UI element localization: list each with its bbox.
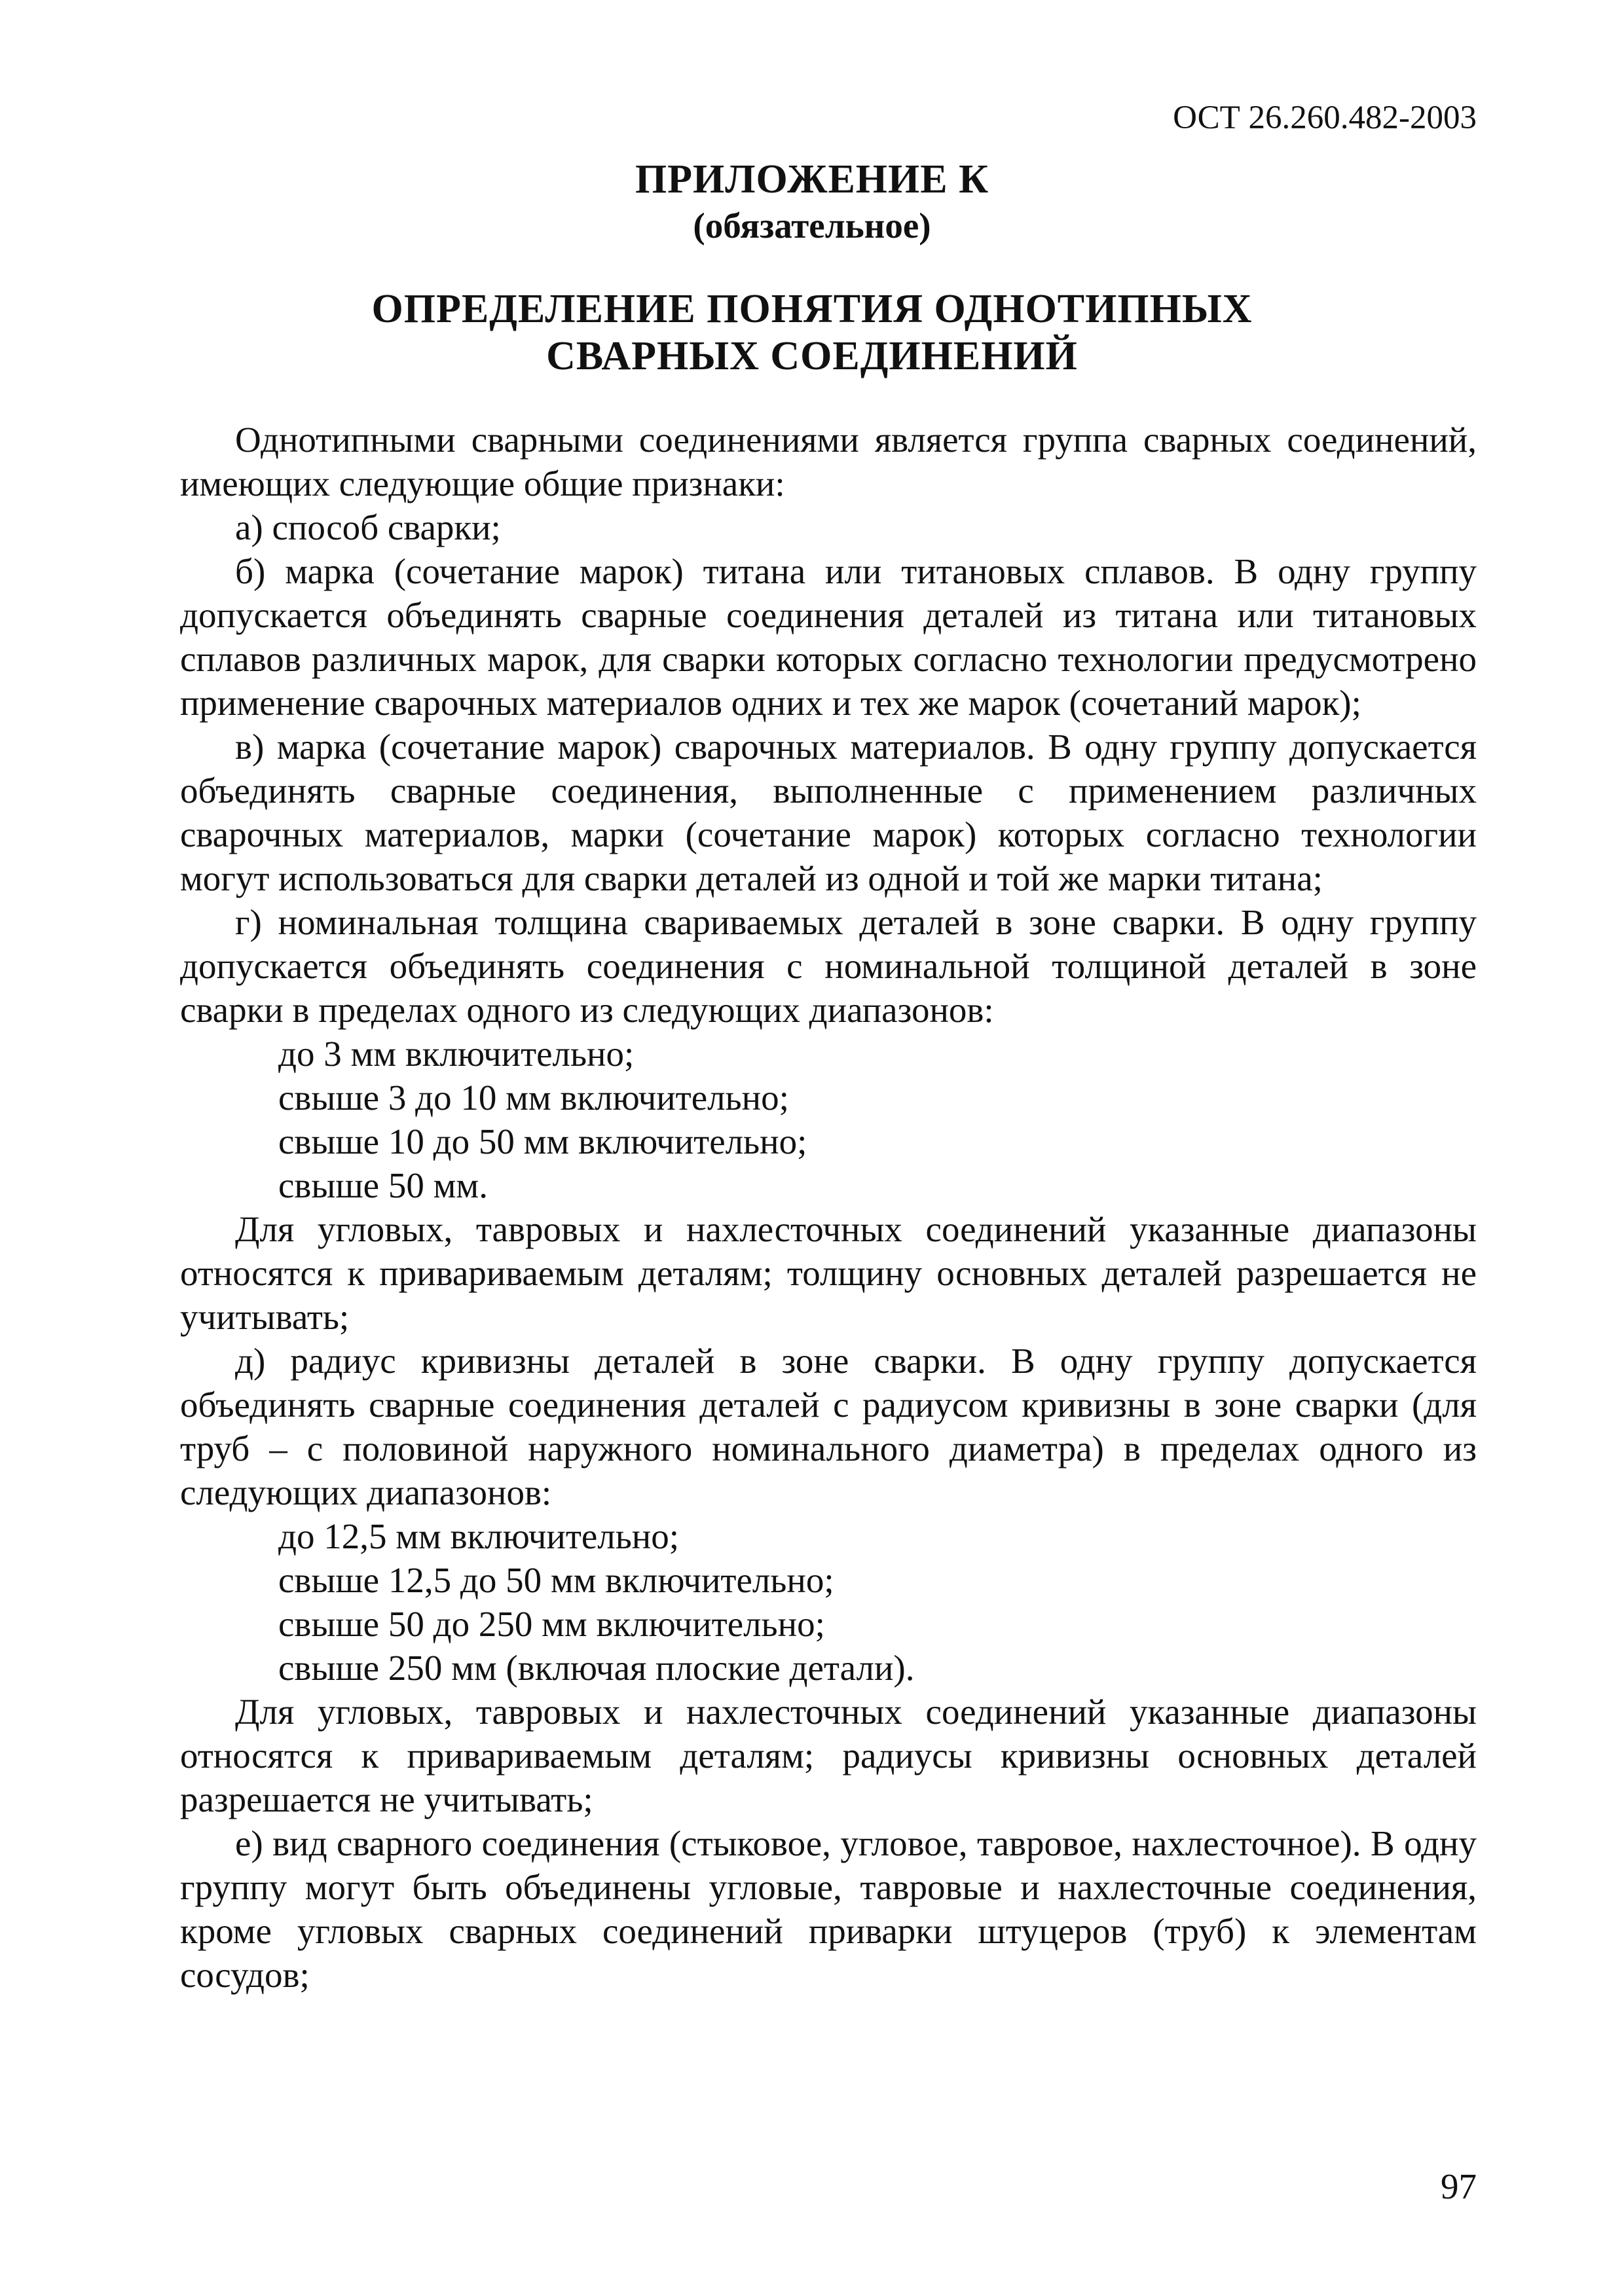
item-v-paragraph: в) марка (сочетание марок) сварочных материалов. В одну группу допускается объединять сварные соединения, выполненные с применением различных сварочных материалов, марки (сочетание марок) которых согласно технологии могут использоваться для сварки деталей из одной и той же марки титана;: [180, 727, 1477, 898]
radius-range-item: до 12,5 мм включительно;: [278, 1516, 680, 1556]
appendix-title: ПРИЛОЖЕНИЕ К: [635, 157, 989, 202]
section-title-line-1: ОПРЕДЕЛЕНИЕ ПОНЯТИЯ ОДНОТИПНЫХ: [371, 287, 1253, 331]
item-g-paragraph: г) номинальная толщина свариваемых деталей в зоне сварки. В одну группу допускается объединять соединения с номинальной толщиной деталей в зоне сварки в пределах одного из следующих диапазонов:: [180, 902, 1477, 1030]
item-d-paragraph: д) радиус кривизны деталей в зоне сварки. В одну группу допускается объединять сварные соединения деталей с радиусом кривизны в зоне сварки (для труб – с половиной наружного номинального диаметра) в пределах одного из следующих диапазонов:: [180, 1341, 1477, 1512]
intro-paragraph: Однотипными сварными соединениями является группа сварных соединений, имеющих следующие общие признаки:: [180, 420, 1477, 503]
thickness-range-item: свыше 50 мм.: [278, 1165, 488, 1205]
item-e-paragraph: е) вид сварного соединения (стыковое, угловое, тавровое, нахлесточное). В одну группу могут быть объединены угловые, тавровые и нахлесточные соединения, кроме угловых сварных соединений приварки штуцеров (труб) к элементам сосудов;: [180, 1823, 1477, 1995]
body-text: [180, 418, 1477, 1997]
document-code: ОСТ 26.260.482-2003: [1173, 100, 1477, 136]
appendix-status: (обязательное): [693, 206, 931, 246]
radius-range-item: свыше 12,5 до 50 мм включительно;: [278, 1560, 834, 1600]
item-a-paragraph: а) способ сварки;: [235, 507, 501, 547]
section-title: [0, 285, 1624, 380]
thickness-range-item: свыше 10 до 50 мм включительно;: [278, 1121, 807, 1161]
section-title-line-2: СВАРНЫХ СОЕДИНЕНИЙ: [546, 334, 1078, 378]
page-number: 97: [1441, 2166, 1477, 2206]
radius-range-item: свыше 250 мм (включая плоские детали).: [278, 1648, 915, 1688]
item-b-paragraph: б) марка (сочетание марок) титана или титановых сплавов. В одну группу допускается объединять сварные соединения деталей из титана или титановых сплавов различных марок, для сварки которых согласно технологии предусмотрено применение сварочных материалов одних и тех же марок (сочетаний марок);: [180, 551, 1477, 723]
thickness-range-item: до 3 мм включительно;: [278, 1034, 635, 1074]
thickness-range-item: свыше 3 до 10 мм включительно;: [278, 1078, 789, 1118]
thickness-note-paragraph: Для угловых, тавровых и нахлесточных соединений указанные диапазоны относятся к привариваемым деталям; толщину основных деталей разрешается не учитывать;: [180, 1209, 1477, 1337]
radius-note-paragraph: Для угловых, тавровых и нахлесточных соединений указанные диапазоны относятся к привариваемым деталям; радиусы кривизны основных деталей разрешается не учитывать;: [180, 1692, 1477, 1819]
radius-range-item: свыше 50 до 250 мм включительно;: [278, 1604, 825, 1644]
